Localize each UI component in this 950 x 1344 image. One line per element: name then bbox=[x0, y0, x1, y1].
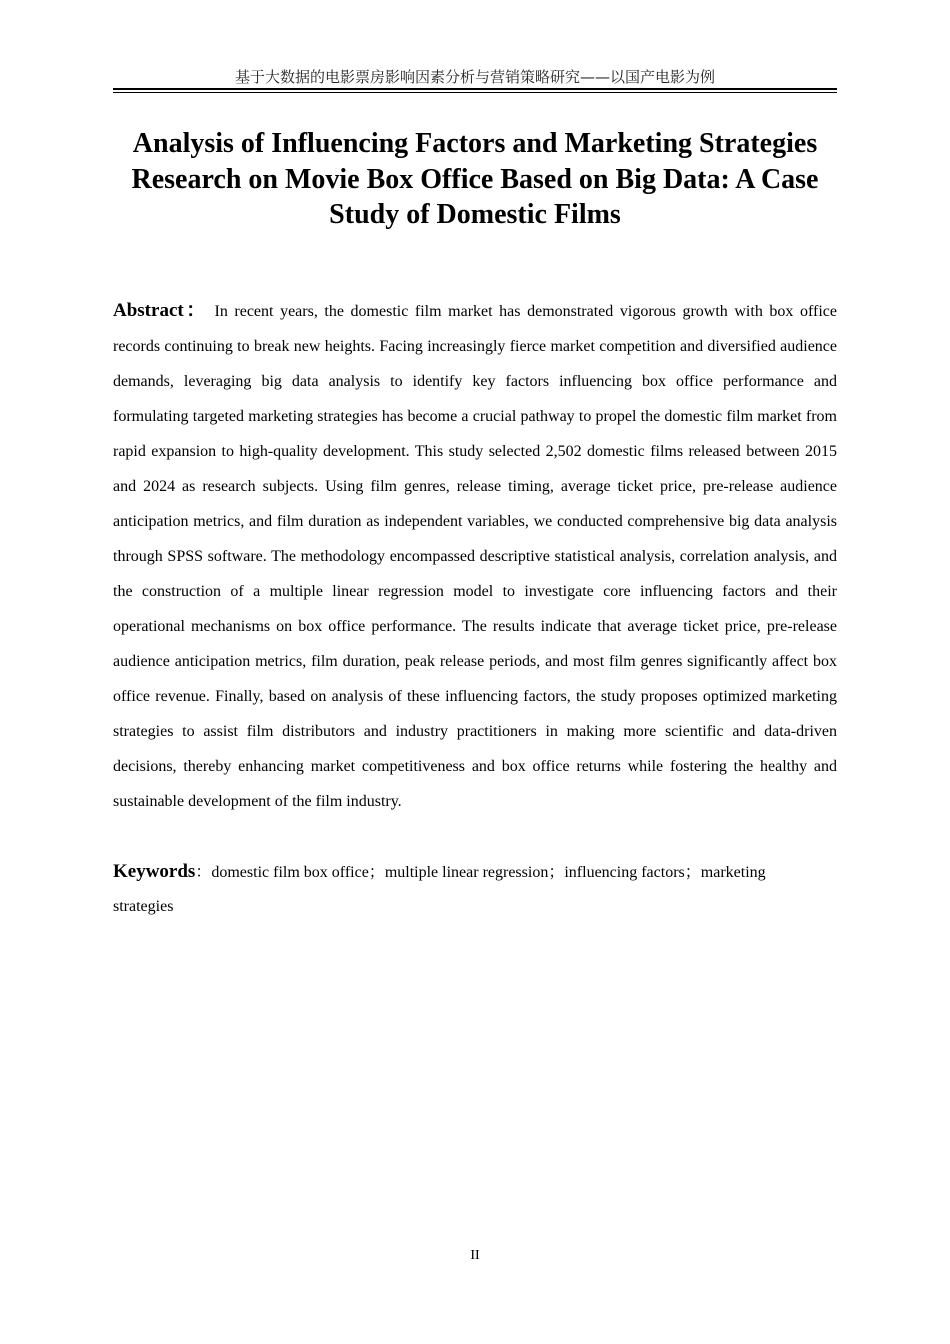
running-header: 基于大数据的电影票房影响因素分析与营销策略研究——以国产电影为例 bbox=[234, 68, 715, 86]
keyword-item: multiple linear regression bbox=[384, 864, 549, 881]
keyword-item: influencing factors bbox=[564, 864, 685, 881]
keywords-label: Keywords bbox=[113, 861, 196, 882]
keyword-item: marketing strategies bbox=[113, 864, 766, 915]
page-number: II bbox=[470, 1248, 480, 1263]
header-rule-thin bbox=[113, 92, 837, 93]
keywords-paragraph bbox=[113, 855, 813, 924]
keyword-separator: ； bbox=[684, 864, 701, 881]
header-rule-thick bbox=[113, 88, 837, 90]
keyword-separator: ； bbox=[548, 864, 565, 881]
keywords-separator: ： bbox=[195, 864, 212, 881]
keyword-separator: ； bbox=[368, 864, 385, 881]
abstract-text: In recent years, the domestic film market has demonstrated vigorous growth with box office records continuing to break new heights. Facing increasingly fierce market competition and diversified audience demands, leveraging big data analysis to identify key factors influencing box office performance and formulating targeted marketing strategies has become a crucial pathway to propel the domestic film market from rapid expansion to high-quality development. This study selected 2,502 domestic films released between 2015 and 2024 as research subjects. Using film genres, release timing, average ticket price, pre-release audience anticipation metrics, and film duration as independent variables, we conducted comprehensive big data analysis through SPSS software. The methodology encompassed descriptive statistical analysis, correlation analysis, and the construction of a multiple linear regression model to investigate core influencing factors and their operational mechanisms on box office performance. The results indicate that average ticket price, pre-release audience anticipation metrics, film duration, peak release periods, and most film genres significantly affect box office revenue. Finally, based on analysis of these influencing factors, the study proposes optimized marketing strategies to assist film distributors and industry practitioners in making more scientific and data-driven decisions, thereby enhancing market competitiveness and box office returns while fostering the healthy and sustainable development of the film industry. bbox=[113, 303, 838, 810]
keyword-item: domestic film box office bbox=[211, 864, 369, 881]
abstract-label: Abstract： bbox=[113, 300, 208, 321]
abstract-paragraph bbox=[113, 293, 837, 819]
paper-title: Analysis of Influencing Factors and Marketing Strategies Research on Movie Box Office Based on Big Data: A Case Study of Domestic Films bbox=[131, 128, 819, 230]
